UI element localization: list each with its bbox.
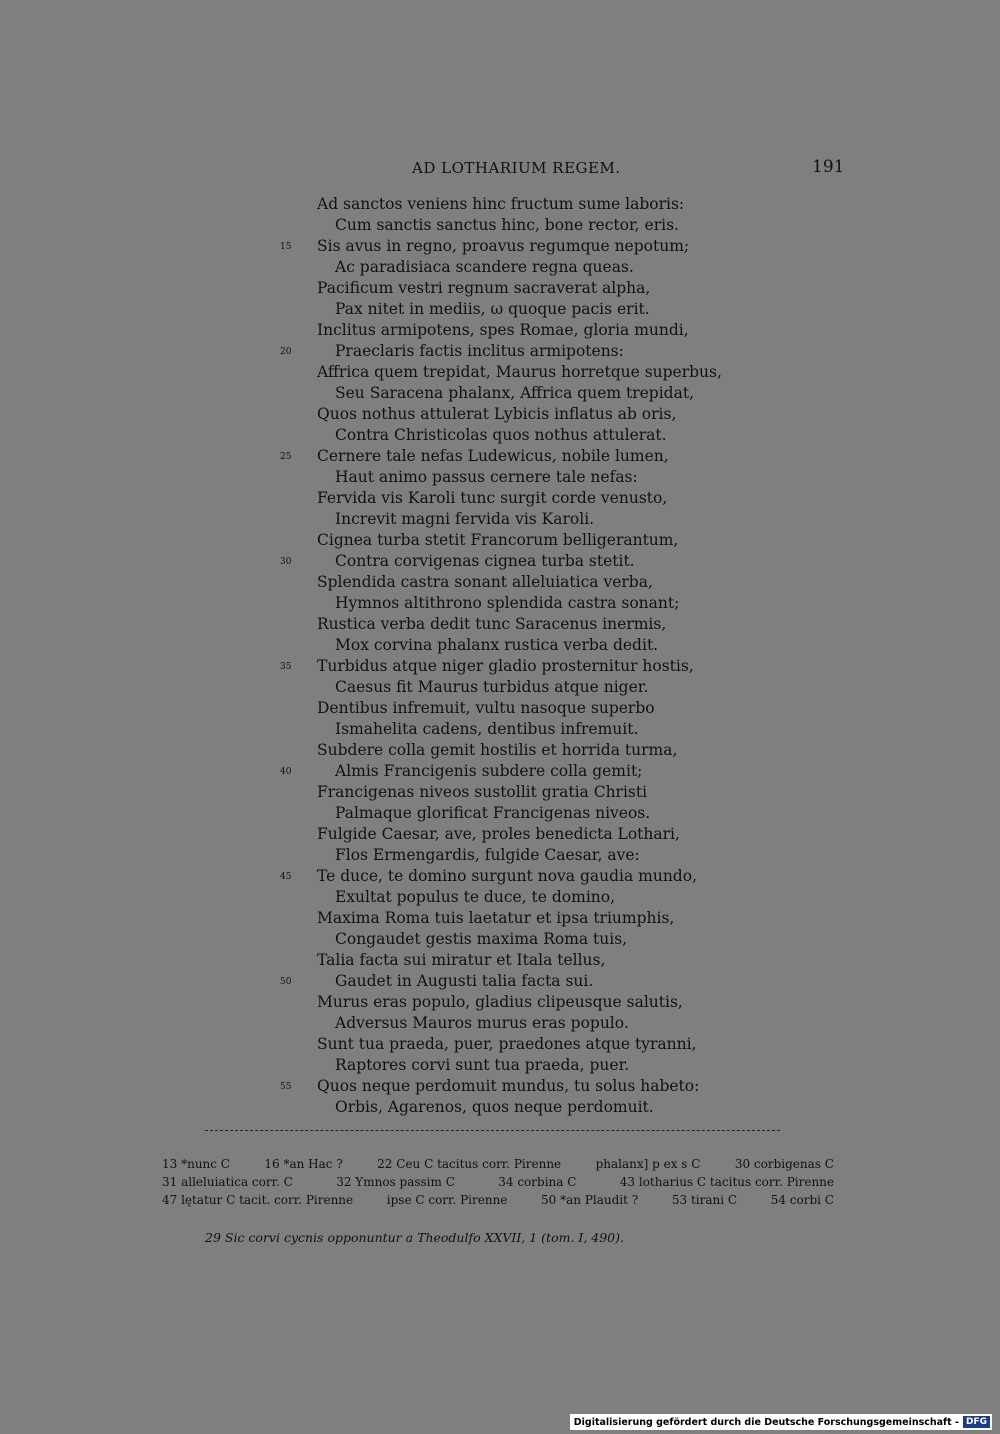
verse-text: Sis avus in regno, proavus regumque nepotum; xyxy=(317,237,690,255)
verse-line xyxy=(0,950,1000,971)
verse-text: Sunt tua praeda, puer, praedones atque tyranni, xyxy=(317,1035,697,1053)
verse-text: Orbis, Agarenos, quos neque perdomuit. xyxy=(335,1098,654,1116)
apparatus-entry: 34 corbina C xyxy=(498,1175,577,1189)
verse-line xyxy=(0,320,1000,341)
verse-line xyxy=(0,236,1000,257)
line-number: 45 xyxy=(280,872,292,882)
verse-text: Cernere tale nefas Ludewicus, nobile lumen, xyxy=(317,447,669,465)
verse-line xyxy=(0,866,1000,887)
apparatus-entry: 53 tirani C xyxy=(671,1193,738,1207)
apparatus-line xyxy=(162,1173,834,1191)
verse-line xyxy=(0,908,1000,929)
verse-line xyxy=(0,446,1000,467)
line-number: 20 xyxy=(280,347,292,357)
verse-line xyxy=(0,194,1000,215)
verse-text: Gaudet in Augusti talia facta sui. xyxy=(335,972,594,990)
apparatus-entry: 31 alleluiatica corr. C xyxy=(162,1175,293,1189)
verse-line xyxy=(0,887,1000,908)
verse-line xyxy=(0,992,1000,1013)
apparatus-entry: 16 *an Hac ? xyxy=(264,1157,343,1171)
line-number: 15 xyxy=(280,242,292,252)
verse-text: Haut animo passus cernere tale nefas: xyxy=(335,468,638,486)
verse-line xyxy=(0,383,1000,404)
verse-text: Pacificum vestri regnum sacraverat alpha, xyxy=(317,279,651,297)
verse-line xyxy=(0,614,1000,635)
verse-text: Fervida vis Karoli tunc surgit corde venusto, xyxy=(317,489,668,507)
apparatus-entry: 22 Ceu C tacitus corr. Pirenne xyxy=(377,1157,562,1171)
credit-text: Digitalisierung gefördert durch die Deutsche Forschungsgemeinschaft - xyxy=(573,1416,959,1428)
apparatus-entry: 47 lętatur C tacit. corr. Pirenne xyxy=(162,1193,354,1207)
apparatus-entry: ipse C corr. Pirenne xyxy=(386,1193,508,1207)
digitization-credit xyxy=(570,1414,992,1430)
verse-line xyxy=(0,1097,1000,1118)
line-number: 55 xyxy=(280,1082,292,1092)
verse-line xyxy=(0,1055,1000,1076)
verse-line xyxy=(0,572,1000,593)
verse-text: Mox corvina phalanx rustica verba dedit. xyxy=(335,636,659,654)
verse-line xyxy=(0,845,1000,866)
verse-line xyxy=(0,488,1000,509)
verse-line xyxy=(0,719,1000,740)
verse-line xyxy=(0,971,1000,992)
verse-text: Hymnos altithrono splendida castra sonant; xyxy=(335,594,680,612)
verse-text: Maxima Roma tuis laetatur et ipsa triumphis, xyxy=(317,909,675,927)
verse-line xyxy=(0,299,1000,320)
line-number: 50 xyxy=(280,977,292,987)
verse-line xyxy=(0,425,1000,446)
verse-line xyxy=(0,551,1000,572)
verse-text: Raptores corvi sunt tua praeda, puer. xyxy=(335,1056,630,1074)
verse-text: Flos Ermengardis, fulgide Caesar, ave: xyxy=(335,846,640,864)
source-note: 29 Sic corvi cycnis opponuntur a Theodulfo XXVII, 1 (tom. I, 490). xyxy=(205,1230,624,1245)
verse-text: Quos neque perdomuit mundus, tu solus habeto: xyxy=(317,1077,700,1095)
apparatus-line xyxy=(162,1155,834,1173)
verse-text: Congaudet gestis maxima Roma tuis, xyxy=(335,930,628,948)
verse-line xyxy=(0,698,1000,719)
apparatus-entry: 50 *an Plaudit ? xyxy=(541,1193,639,1207)
verse-text: Ad sanctos veniens hinc fructum sume laboris: xyxy=(317,195,685,213)
page-header xyxy=(0,157,1000,181)
verse-line xyxy=(0,1013,1000,1034)
verse-text: Cignea turba stetit Francorum belligerantum, xyxy=(317,531,679,549)
apparatus-entry: 54 corbi C xyxy=(770,1193,834,1207)
verse-text: Subdere colla gemit hostilis et horrida turma, xyxy=(317,741,678,759)
verse-text: Turbidus atque niger gladio prosternitur hostis, xyxy=(317,657,694,675)
verse-text: Cum sanctis sanctus hinc, bone rector, eris. xyxy=(335,216,679,234)
line-number: 30 xyxy=(280,557,292,567)
line-number: 35 xyxy=(280,662,292,672)
verse-line xyxy=(0,278,1000,299)
verse-text: Ismahelita cadens, dentibus infremuit. xyxy=(335,720,639,738)
running-title: AD LOTHARIUM REGEM. xyxy=(412,159,621,177)
verse-text: Murus eras populo, gladius clipeusque salutis, xyxy=(317,993,683,1011)
verse-line xyxy=(0,929,1000,950)
apparatus-entry: 43 lotharius C tacitus corr. Pirenne xyxy=(619,1175,834,1189)
apparatus-entry: phalanx] p ex s C xyxy=(595,1157,701,1171)
verse-line xyxy=(0,803,1000,824)
verse-text: Adversus Mauros murus eras populo. xyxy=(335,1014,629,1032)
verse-text: Pax nitet in mediis, ω quoque pacis erit. xyxy=(335,300,650,318)
verse-text: Affrica quem trepidat, Maurus horretque superbus, xyxy=(317,363,722,381)
verse-line xyxy=(0,509,1000,530)
verse-line xyxy=(0,761,1000,782)
verse-text: Caesus fit Maurus turbidus atque niger. xyxy=(335,678,649,696)
verse-line xyxy=(0,404,1000,425)
verse-line xyxy=(0,362,1000,383)
verse-text: Te duce, te domino surgunt nova gaudia mundo, xyxy=(317,867,697,885)
verse-line xyxy=(0,341,1000,362)
verse-line xyxy=(0,656,1000,677)
verse-text: Increvit magni fervida vis Karoli. xyxy=(335,510,595,528)
verse-line xyxy=(0,782,1000,803)
verse-line xyxy=(0,740,1000,761)
apparatus-line xyxy=(162,1191,834,1209)
verse-text: Francigenas niveos sustollit gratia Christi xyxy=(317,783,648,801)
verse-text: Contra corvigenas cignea turba stetit. xyxy=(335,552,635,570)
verse-line xyxy=(0,467,1000,488)
verse-line xyxy=(0,1076,1000,1097)
apparatus-entry: 32 Ymnos passim C xyxy=(336,1175,455,1189)
dfg-logo: DFG xyxy=(963,1416,990,1428)
line-number: 25 xyxy=(280,452,292,462)
verse-text: Talia facta sui miratur et Itala tellus, xyxy=(317,951,606,969)
verse-text: Contra Christicolas quos nothus attulerat. xyxy=(335,426,667,444)
verse-text: Seu Saracena phalanx, Affrica quem trepidat, xyxy=(335,384,694,402)
page-number: 191 xyxy=(812,157,845,177)
verse-text: Almis Francigenis subdere colla gemit; xyxy=(335,762,643,780)
verse-line xyxy=(0,1034,1000,1055)
critical-apparatus xyxy=(162,1155,834,1209)
verse-line xyxy=(0,215,1000,236)
line-number: 40 xyxy=(280,767,292,777)
apparatus-entry: 13 *nunc C xyxy=(162,1157,230,1171)
verse-line xyxy=(0,824,1000,845)
verse-text: Praeclaris factis inclitus armipotens: xyxy=(335,342,624,360)
verse-text: Fulgide Caesar, ave, proles benedicta Lothari, xyxy=(317,825,680,843)
separator-rule xyxy=(205,1130,780,1131)
verse-text: Exultat populus te duce, te domino, xyxy=(335,888,616,906)
verse-text: Inclitus armipotens, spes Romae, gloria mundi, xyxy=(317,321,689,339)
verse-line xyxy=(0,677,1000,698)
verse-text: Palmaque glorificat Francigenas niveos. xyxy=(335,804,651,822)
verse-text: Rustica verba dedit tunc Saracenus inermis, xyxy=(317,615,667,633)
verse-line xyxy=(0,257,1000,278)
verse-text: Quos nothus attulerat Lybicis inflatus ab oris, xyxy=(317,405,677,423)
verse-text: Dentibus infremuit, vultu nasoque superbo xyxy=(317,699,655,717)
verse-line xyxy=(0,593,1000,614)
verse-text: Splendida castra sonant alleluiatica verba, xyxy=(317,573,653,591)
verse-line xyxy=(0,530,1000,551)
verse-text: Ac paradisiaca scandere regna queas. xyxy=(335,258,634,276)
verse-line xyxy=(0,635,1000,656)
apparatus-entry: 30 corbigenas C xyxy=(734,1157,834,1171)
